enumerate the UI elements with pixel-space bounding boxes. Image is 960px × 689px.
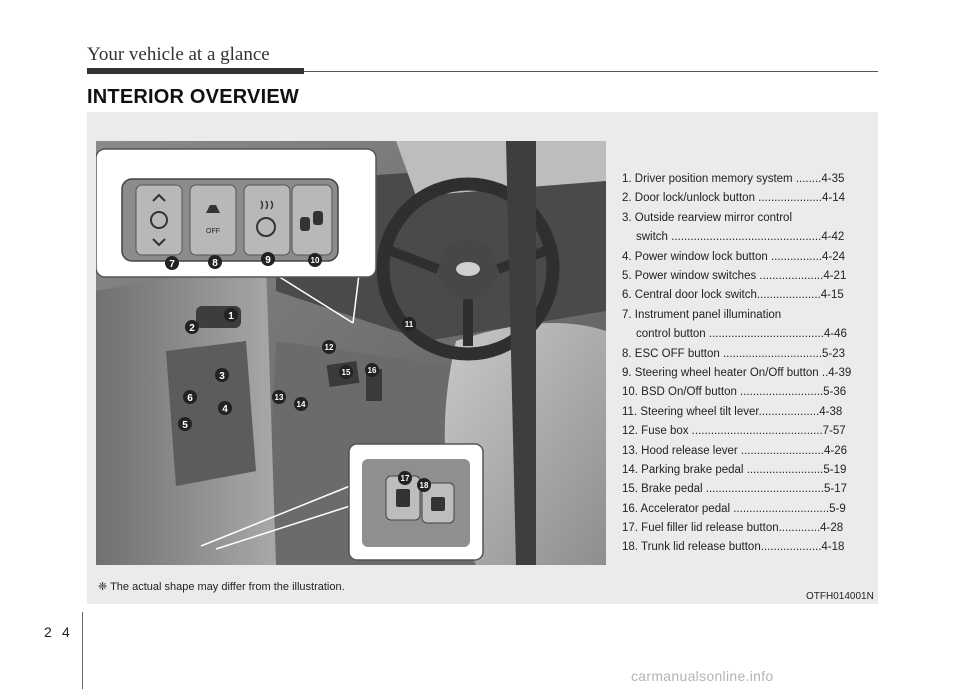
list-item: 12. Fuse box .........................................7-57: [622, 425, 846, 438]
callout-13: [272, 390, 286, 404]
page-title: INTERIOR OVERVIEW: [87, 86, 299, 108]
watermark: carmanualsonline.info: [631, 668, 774, 684]
svg-text:4: 4: [222, 404, 228, 415]
callout-6: [183, 390, 197, 404]
svg-text:11: 11: [404, 320, 414, 329]
callout-9: [261, 252, 275, 266]
callout-5: [178, 417, 192, 431]
svg-text:16: 16: [367, 366, 377, 375]
svg-text:9: 9: [265, 255, 271, 266]
callout-15: [339, 365, 353, 379]
svg-text:18: 18: [419, 481, 429, 490]
list-item: 14. Parking brake pedal ........................5-19: [622, 463, 847, 476]
svg-text:13: 13: [274, 393, 284, 402]
svg-text:17: 17: [400, 474, 410, 483]
svg-text:8: 8: [212, 258, 218, 269]
list-item: 13. Hood release lever ..........................4-26: [622, 444, 847, 457]
svg-text:15: 15: [341, 368, 351, 377]
interior-illustration: [96, 141, 606, 565]
illustration-note: ❈ The actual shape may differ from the illustration.: [98, 581, 345, 593]
svg-text:6: 6: [187, 393, 193, 404]
svg-text:3: 3: [219, 371, 225, 382]
list-item: 16. Accelerator pedal ..............................5-9: [622, 502, 846, 515]
callout-8: [208, 255, 222, 269]
callout-18: [417, 478, 431, 492]
header-bar: [87, 68, 304, 74]
callout-3: [215, 368, 229, 382]
svg-text:14: 14: [296, 400, 306, 409]
header-rule: [304, 71, 878, 72]
list-item: 5. Power window switches ....................4-21: [622, 269, 847, 282]
page-number: 4: [62, 624, 70, 640]
page-chapter: 2: [44, 624, 52, 640]
callout-7: [165, 256, 179, 270]
callout-17: [398, 471, 412, 485]
svg-text:1: 1: [228, 311, 234, 322]
callout-11: [402, 317, 416, 331]
svg-text:5: 5: [182, 420, 188, 431]
callout-10: [308, 253, 322, 267]
list-item: 9. Steering wheel heater On/Off button ..4-39: [622, 366, 852, 379]
callout-14: [294, 397, 308, 411]
header-section-title: Your vehicle at a glance: [87, 44, 270, 65]
list-item: 8. ESC OFF button ...............................5-23: [622, 347, 846, 360]
callout-1: [224, 308, 238, 322]
svg-text:7: 7: [169, 259, 175, 270]
callout-16: [365, 363, 379, 377]
list-item: 3. Outside rearview mirror control switch ...............................................4-42: [622, 211, 845, 243]
list-item: 6. Central door lock switch....................4-15: [622, 289, 844, 302]
page-number-divider: [82, 612, 83, 689]
svg-text:12: 12: [324, 343, 334, 352]
list-item: 17. Fuel filler lid release button.............4-28: [622, 522, 844, 535]
list-item: 10. BSD On/Off button ..........................5-36: [622, 386, 847, 399]
list-item: 15. Brake pedal .....................................5-17: [622, 483, 847, 496]
list-item: 4. Power window lock button ................4-24: [622, 250, 846, 263]
illustration-code: OTFH014001N: [806, 591, 874, 602]
svg-text:10: 10: [310, 256, 320, 265]
callout-12: [322, 340, 336, 354]
list-item: 11. Steering wheel tilt lever...................4-38: [622, 405, 843, 418]
callout-2: [185, 320, 199, 334]
component-list: [622, 170, 868, 558]
svg-text:2: 2: [189, 323, 195, 334]
list-item: 1. Driver position memory system ........4-35: [622, 173, 845, 185]
list-item: 2. Door lock/unlock button ....................4-14: [622, 192, 846, 205]
list-item: 18. Trunk lid release button...................4-18: [622, 541, 845, 554]
esc-off-label: OFF: [206, 228, 220, 235]
list-item: 7. Instrument panel illumination control button ....................................4-46: [622, 308, 847, 340]
callout-4: [218, 401, 232, 415]
